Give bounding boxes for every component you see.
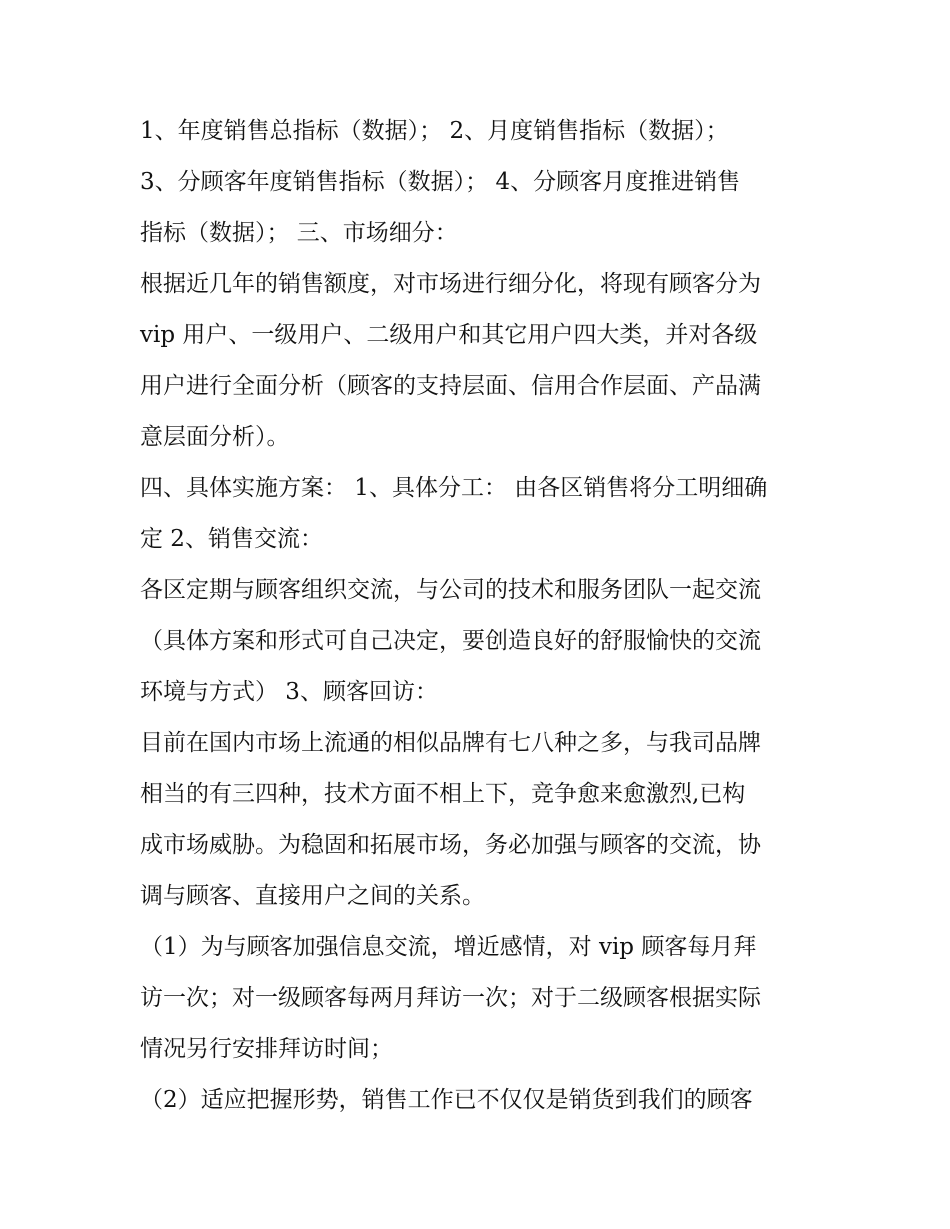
text-line: 3、分顾客年度销售指标（数据）； 4、分顾客月度推进销售 bbox=[140, 169, 741, 195]
text-line: vip 用户、一级用户、二级用户和其它用户四大类，并对各级 bbox=[140, 322, 758, 348]
text-line: 访一次；对一级顾客每两月拜访一次；对于二级顾客根据实际 bbox=[140, 985, 761, 1011]
document-body bbox=[140, 112, 812, 1119]
text-line: 成市场威胁。为稳固和拓展市场，务必加强与顾客的交流，协 bbox=[140, 832, 761, 858]
text-line: （具体方案和形式可自己决定，要创造良好的舒服愉快的交流 bbox=[140, 628, 761, 654]
text-line: 目前在国内市场上流通的相似品牌有七八种之多，与我司品牌 bbox=[140, 730, 761, 756]
text-line: （2）适应把握形势，销售工作已不仅仅是销货到我们的顾客 bbox=[140, 1087, 753, 1113]
text-line: 四、具体实施方案： 1、具体分工： 由各区销售将分工明细确 bbox=[140, 475, 768, 501]
text-line: 各区定期与顾客组织交流，与公司的技术和服务团队一起交流 bbox=[140, 577, 761, 603]
text-line: 意层面分析）。 bbox=[140, 424, 290, 450]
text-line: 用户进行全面分析（顾客的支持层面、信用合作层面、产品满 bbox=[140, 373, 761, 399]
text-line: 情况另行安排拜访时间； bbox=[140, 1036, 393, 1062]
text-line: 环境与方式） 3、顾客回访： bbox=[140, 679, 438, 705]
text-line: 根据近几年的销售额度，对市场进行细分化，将现有顾客分为 bbox=[140, 271, 761, 297]
text-line: 指标（数据）； 三、市场细分： bbox=[140, 220, 458, 246]
text-line: （1）为与顾客加强信息交流，增近感情，对 vip 顾客每月拜 bbox=[140, 934, 757, 960]
text-line: 1、年度销售总指标（数据）； 2、月度销售指标（数据）； bbox=[140, 118, 729, 144]
text-line: 定 2、销售交流： bbox=[140, 526, 323, 552]
text-line: 调与顾客、直接用户之间的关系。 bbox=[140, 883, 485, 909]
text-line: 相当的有三四种，技术方面不相上下，竞争愈来愈激烈,已构 bbox=[140, 781, 746, 807]
